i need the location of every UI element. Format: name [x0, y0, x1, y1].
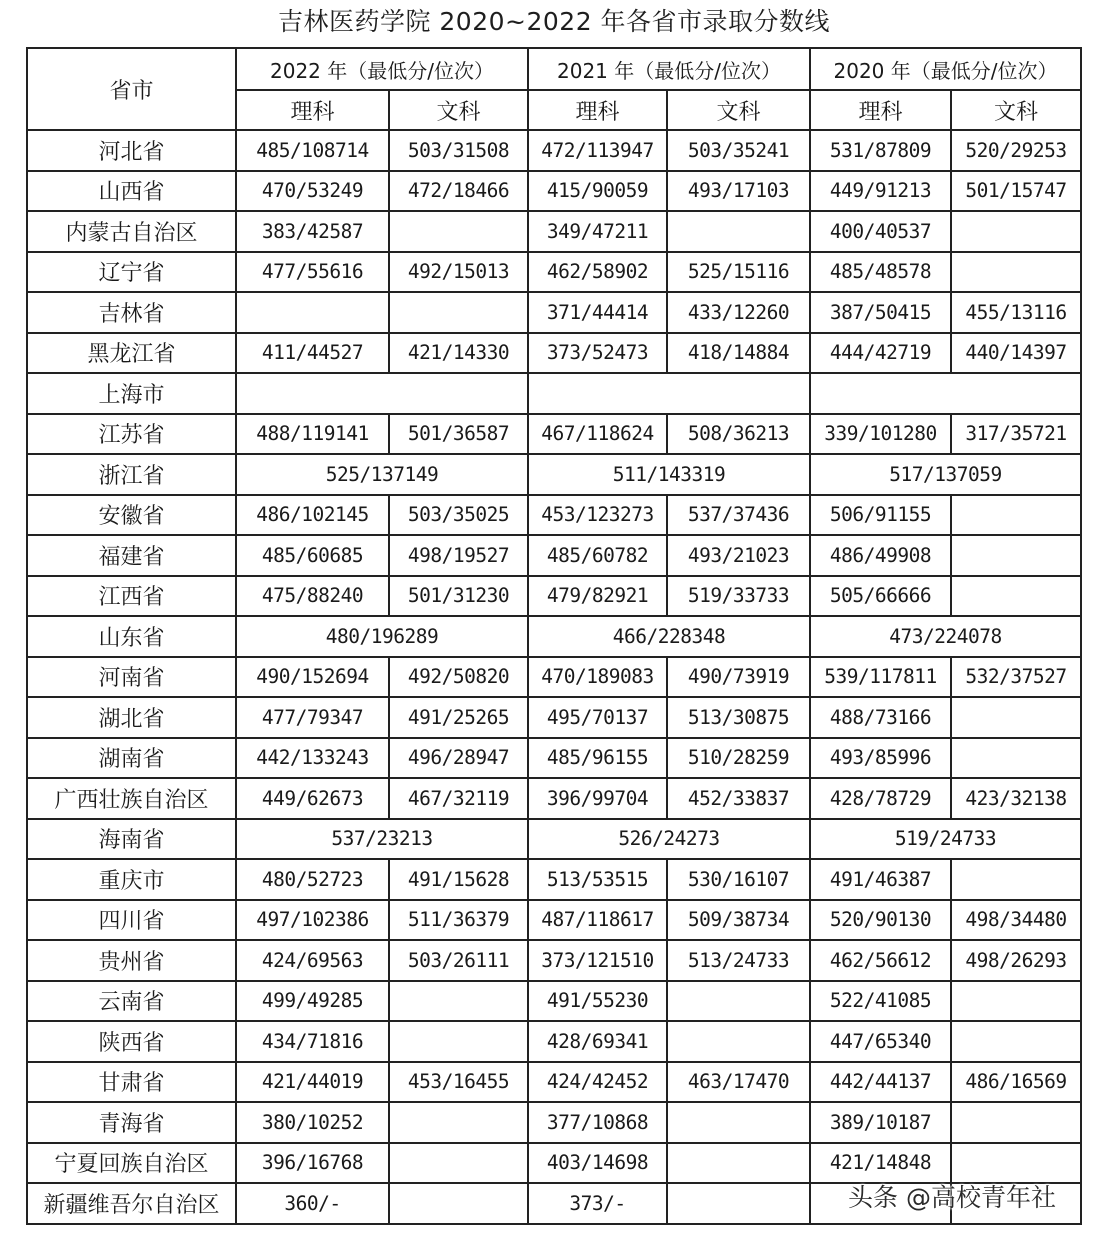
- liberal-arts-score-cell: [951, 495, 1081, 536]
- liberal-arts-score-cell: 520/29253: [951, 130, 1081, 171]
- liberal-arts-score-cell: 492/15013: [389, 252, 528, 293]
- science-score-cell: 486/49908: [810, 535, 951, 576]
- liberal-arts-score-cell: 498/19527: [389, 535, 528, 576]
- liberal-arts-score-cell: 493/17103: [667, 171, 810, 212]
- liberal-arts-score-cell: 503/35241: [667, 130, 810, 171]
- province-cell: 甘肃省: [27, 1062, 236, 1103]
- merged-score-cell: [810, 373, 1081, 414]
- science-score-cell: 486/102145: [236, 495, 389, 536]
- liberal-arts-score-cell: [667, 1102, 810, 1143]
- science-score-cell: 467/118624: [528, 414, 667, 455]
- liberal-arts-score-cell: 490/73919: [667, 657, 810, 698]
- year-2022-header: 2022 年（最低分/位次）: [236, 48, 528, 90]
- science-score-cell: 522/41085: [810, 981, 951, 1022]
- province-cell: 海南省: [27, 819, 236, 860]
- science-score-cell: 513/53515: [528, 859, 667, 900]
- science-score-cell: 360/-: [236, 1183, 389, 1224]
- liberal-arts-score-cell: 467/32119: [389, 778, 528, 819]
- merged-score-cell: 526/24273: [528, 819, 810, 860]
- province-cell: 云南省: [27, 981, 236, 1022]
- liberal-arts-score-cell: [667, 1143, 810, 1184]
- liberal-arts-score-cell: 501/15747: [951, 171, 1081, 212]
- science-score-cell: 444/42719: [810, 333, 951, 374]
- liberal-arts-score-cell: 496/28947: [389, 738, 528, 779]
- watermark: 头条 @高校青年社: [848, 1183, 1056, 1212]
- liberal-arts-score-cell: [951, 738, 1081, 779]
- science-score-cell: 442/44137: [810, 1062, 951, 1103]
- table-row: [27, 1062, 1081, 1103]
- merged-score-cell: 525/137149: [236, 454, 528, 495]
- province-cell: 福建省: [27, 535, 236, 576]
- liberal-arts-score-cell: [951, 1102, 1081, 1143]
- liberal-arts-score-cell: [389, 211, 528, 252]
- science-score-cell: 442/133243: [236, 738, 389, 779]
- liberal-arts-score-cell: [951, 981, 1081, 1022]
- year-2020-header: 2020 年（最低分/位次）: [810, 48, 1081, 90]
- liberal-arts-score-cell: 513/30875: [667, 697, 810, 738]
- science-score-cell: 491/55230: [528, 981, 667, 1022]
- table-row: [27, 819, 1081, 860]
- science-score-cell: 480/52723: [236, 859, 389, 900]
- science-score-cell: 485/96155: [528, 738, 667, 779]
- science-score-cell: 488/73166: [810, 697, 951, 738]
- liberal-arts-score-cell: 509/38734: [667, 900, 810, 941]
- admission-score-table: [26, 47, 1082, 1225]
- science-score-cell: 531/87809: [810, 130, 951, 171]
- province-cell: 江西省: [27, 576, 236, 617]
- science-score-cell: 470/53249: [236, 171, 389, 212]
- liberal-arts-score-cell: 472/18466: [389, 171, 528, 212]
- liberal-arts-score-cell: 491/15628: [389, 859, 528, 900]
- science-score-cell: 487/118617: [528, 900, 667, 941]
- table-row: [27, 1021, 1081, 1062]
- table-row: [27, 900, 1081, 941]
- liberal-arts-score-cell: 519/33733: [667, 576, 810, 617]
- table-row: [27, 1143, 1081, 1184]
- science-score-cell: 497/102386: [236, 900, 389, 941]
- page-title: 吉林医药学院 2020~2022 年各省市录取分数线: [277, 7, 831, 36]
- province-cell: 河北省: [27, 130, 236, 171]
- table-row: [27, 292, 1081, 333]
- science-subheader: 理科: [810, 90, 951, 130]
- merged-score-cell: [528, 373, 810, 414]
- merged-score-cell: 480/196289: [236, 616, 528, 657]
- liberal-arts-score-cell: [951, 859, 1081, 900]
- liberal-arts-score-cell: 486/16569: [951, 1062, 1081, 1103]
- table-body: [27, 130, 1081, 1224]
- science-score-cell: 472/113947: [528, 130, 667, 171]
- liberal-arts-score-cell: [951, 252, 1081, 293]
- liberal-arts-score-cell: 510/28259: [667, 738, 810, 779]
- province-cell: 宁夏回族自治区: [27, 1143, 236, 1184]
- merged-score-cell: 517/137059: [810, 454, 1081, 495]
- merged-score-cell: 473/224078: [810, 616, 1081, 657]
- liberal-arts-score-cell: [667, 981, 810, 1022]
- merged-score-cell: 519/24733: [810, 819, 1081, 860]
- science-score-cell: 428/69341: [528, 1021, 667, 1062]
- liberal-arts-score-cell: 452/33837: [667, 778, 810, 819]
- science-score-cell: 383/42587: [236, 211, 389, 252]
- province-cell: 湖北省: [27, 697, 236, 738]
- science-score-cell: 491/46387: [810, 859, 951, 900]
- science-score-cell: 421/44019: [236, 1062, 389, 1103]
- province-cell: 安徽省: [27, 495, 236, 536]
- province-cell: 四川省: [27, 900, 236, 941]
- science-subheader: 理科: [528, 90, 667, 130]
- province-cell: 吉林省: [27, 292, 236, 333]
- province-cell: 山东省: [27, 616, 236, 657]
- liberal-arts-score-cell: 492/50820: [389, 657, 528, 698]
- science-score-cell: 380/10252: [236, 1102, 389, 1143]
- science-score-cell: 415/90059: [528, 171, 667, 212]
- science-score-cell: 477/55616: [236, 252, 389, 293]
- liberal-arts-score-cell: 440/14397: [951, 333, 1081, 374]
- science-score-cell: 495/70137: [528, 697, 667, 738]
- table-row: [27, 859, 1081, 900]
- science-score-cell: 485/108714: [236, 130, 389, 171]
- science-score-cell: 349/47211: [528, 211, 667, 252]
- province-cell: 上海市: [27, 373, 236, 414]
- science-score-cell: 449/91213: [810, 171, 951, 212]
- table-row: [27, 373, 1081, 414]
- science-score-cell: 411/44527: [236, 333, 389, 374]
- science-score-cell: 396/16768: [236, 1143, 389, 1184]
- science-score-cell: 403/14698: [528, 1143, 667, 1184]
- province-cell: 贵州省: [27, 940, 236, 981]
- science-score-cell: 479/82921: [528, 576, 667, 617]
- science-score-cell: 424/42452: [528, 1062, 667, 1103]
- science-score-cell: 424/69563: [236, 940, 389, 981]
- liberal-arts-score-cell: 537/37436: [667, 495, 810, 536]
- table-row: [27, 252, 1081, 293]
- science-score-cell: 485/60685: [236, 535, 389, 576]
- liberal-arts-score-cell: [389, 292, 528, 333]
- liberal-arts-score-cell: 501/31230: [389, 576, 528, 617]
- liberal-arts-score-cell: 511/36379: [389, 900, 528, 941]
- liberal-arts-score-cell: 418/14884: [667, 333, 810, 374]
- science-score-cell: 387/50415: [810, 292, 951, 333]
- province-cell: 新疆维吾尔自治区: [27, 1183, 236, 1224]
- liberal-arts-score-cell: [389, 981, 528, 1022]
- province-cell: 青海省: [27, 1102, 236, 1143]
- science-score-cell: 373/121510: [528, 940, 667, 981]
- science-score-cell: 377/10868: [528, 1102, 667, 1143]
- liberal-arts-score-cell: 317/35721: [951, 414, 1081, 455]
- merged-score-cell: 466/228348: [528, 616, 810, 657]
- liberal-arts-score-cell: [667, 1183, 810, 1224]
- liberal-arts-score-cell: 503/26111: [389, 940, 528, 981]
- liberal-arts-score-cell: 525/15116: [667, 252, 810, 293]
- table-row: [27, 738, 1081, 779]
- liberal-arts-score-cell: 532/37527: [951, 657, 1081, 698]
- table-row: [27, 211, 1081, 252]
- province-cell: 广西壮族自治区: [27, 778, 236, 819]
- liberal-arts-score-cell: [951, 697, 1081, 738]
- table-row: [27, 495, 1081, 536]
- science-subheader: 理科: [236, 90, 389, 130]
- liberal-arts-subheader: 文科: [667, 90, 810, 130]
- science-score-cell: 485/48578: [810, 252, 951, 293]
- province-cell: 浙江省: [27, 454, 236, 495]
- province-cell: 陕西省: [27, 1021, 236, 1062]
- liberal-arts-score-cell: 498/34480: [951, 900, 1081, 941]
- liberal-arts-score-cell: [951, 1143, 1081, 1184]
- merged-score-cell: [236, 373, 528, 414]
- science-score-cell: 477/79347: [236, 697, 389, 738]
- science-score-cell: 428/78729: [810, 778, 951, 819]
- year-2021-header: 2021 年（最低分/位次）: [528, 48, 810, 90]
- liberal-arts-score-cell: [389, 1183, 528, 1224]
- province-cell: 江苏省: [27, 414, 236, 455]
- science-score-cell: 475/88240: [236, 576, 389, 617]
- science-score-cell: 449/62673: [236, 778, 389, 819]
- province-cell: 黑龙江省: [27, 333, 236, 374]
- liberal-arts-score-cell: 433/12260: [667, 292, 810, 333]
- province-cell: 辽宁省: [27, 252, 236, 293]
- science-score-cell: 453/123273: [528, 495, 667, 536]
- province-cell: 河南省: [27, 657, 236, 698]
- table-row: [27, 940, 1081, 981]
- table-row: [27, 333, 1081, 374]
- science-score-cell: 539/117811: [810, 657, 951, 698]
- table-row: [27, 576, 1081, 617]
- science-score-cell: 339/101280: [810, 414, 951, 455]
- science-score-cell: 499/49285: [236, 981, 389, 1022]
- liberal-arts-score-cell: 491/25265: [389, 697, 528, 738]
- science-score-cell: 371/44414: [528, 292, 667, 333]
- liberal-arts-score-cell: [951, 576, 1081, 617]
- province-column-header: 省市: [27, 48, 236, 130]
- liberal-arts-score-cell: 508/36213: [667, 414, 810, 455]
- table-row: [27, 697, 1081, 738]
- science-score-cell: 373/-: [528, 1183, 667, 1224]
- science-score-cell: 462/56612: [810, 940, 951, 981]
- liberal-arts-score-cell: [951, 535, 1081, 576]
- table-row: [27, 616, 1081, 657]
- liberal-arts-score-cell: 503/35025: [389, 495, 528, 536]
- liberal-arts-score-cell: [389, 1102, 528, 1143]
- table-row: [27, 1102, 1081, 1143]
- science-score-cell: 434/71816: [236, 1021, 389, 1062]
- table-row: [27, 454, 1081, 495]
- province-cell: 山西省: [27, 171, 236, 212]
- science-score-cell: 373/52473: [528, 333, 667, 374]
- science-score-cell: 520/90130: [810, 900, 951, 941]
- liberal-arts-subheader: 文科: [389, 90, 528, 130]
- liberal-arts-score-cell: [389, 1021, 528, 1062]
- merged-score-cell: 511/143319: [528, 454, 810, 495]
- table-row: [27, 657, 1081, 698]
- liberal-arts-score-cell: 530/16107: [667, 859, 810, 900]
- science-score-cell: 490/152694: [236, 657, 389, 698]
- science-score-cell: 485/60782: [528, 535, 667, 576]
- table-row: [27, 414, 1081, 455]
- science-score-cell: 389/10187: [810, 1102, 951, 1143]
- liberal-arts-score-cell: [951, 1021, 1081, 1062]
- table-row: [27, 981, 1081, 1022]
- science-score-cell: 505/66666: [810, 576, 951, 617]
- liberal-arts-score-cell: [667, 1021, 810, 1062]
- liberal-arts-score-cell: [667, 211, 810, 252]
- province-cell: 湖南省: [27, 738, 236, 779]
- liberal-arts-score-cell: 453/16455: [389, 1062, 528, 1103]
- merged-score-cell: 537/23213: [236, 819, 528, 860]
- liberal-arts-score-cell: 501/36587: [389, 414, 528, 455]
- science-score-cell: 470/189083: [528, 657, 667, 698]
- science-score-cell: 447/65340: [810, 1021, 951, 1062]
- liberal-arts-score-cell: 455/13116: [951, 292, 1081, 333]
- table-row: [27, 535, 1081, 576]
- liberal-arts-score-cell: 463/17470: [667, 1062, 810, 1103]
- science-score-cell: 493/85996: [810, 738, 951, 779]
- liberal-arts-score-cell: 493/21023: [667, 535, 810, 576]
- science-score-cell: 488/119141: [236, 414, 389, 455]
- liberal-arts-score-cell: 423/32138: [951, 778, 1081, 819]
- liberal-arts-score-cell: [389, 1143, 528, 1184]
- liberal-arts-score-cell: 421/14330: [389, 333, 528, 374]
- science-score-cell: 396/99704: [528, 778, 667, 819]
- science-score-cell: 421/14848: [810, 1143, 951, 1184]
- science-score-cell: 400/40537: [810, 211, 951, 252]
- liberal-arts-subheader: 文科: [951, 90, 1081, 130]
- table-row: [27, 171, 1081, 212]
- table-row: [27, 130, 1081, 171]
- table-row: [27, 778, 1081, 819]
- liberal-arts-score-cell: 503/31508: [389, 130, 528, 171]
- province-cell: 重庆市: [27, 859, 236, 900]
- province-cell: 内蒙古自治区: [27, 211, 236, 252]
- science-score-cell: 506/91155: [810, 495, 951, 536]
- liberal-arts-score-cell: [951, 211, 1081, 252]
- science-score-cell: [236, 292, 389, 333]
- science-score-cell: 462/58902: [528, 252, 667, 293]
- liberal-arts-score-cell: 498/26293: [951, 940, 1081, 981]
- liberal-arts-score-cell: 513/24733: [667, 940, 810, 981]
